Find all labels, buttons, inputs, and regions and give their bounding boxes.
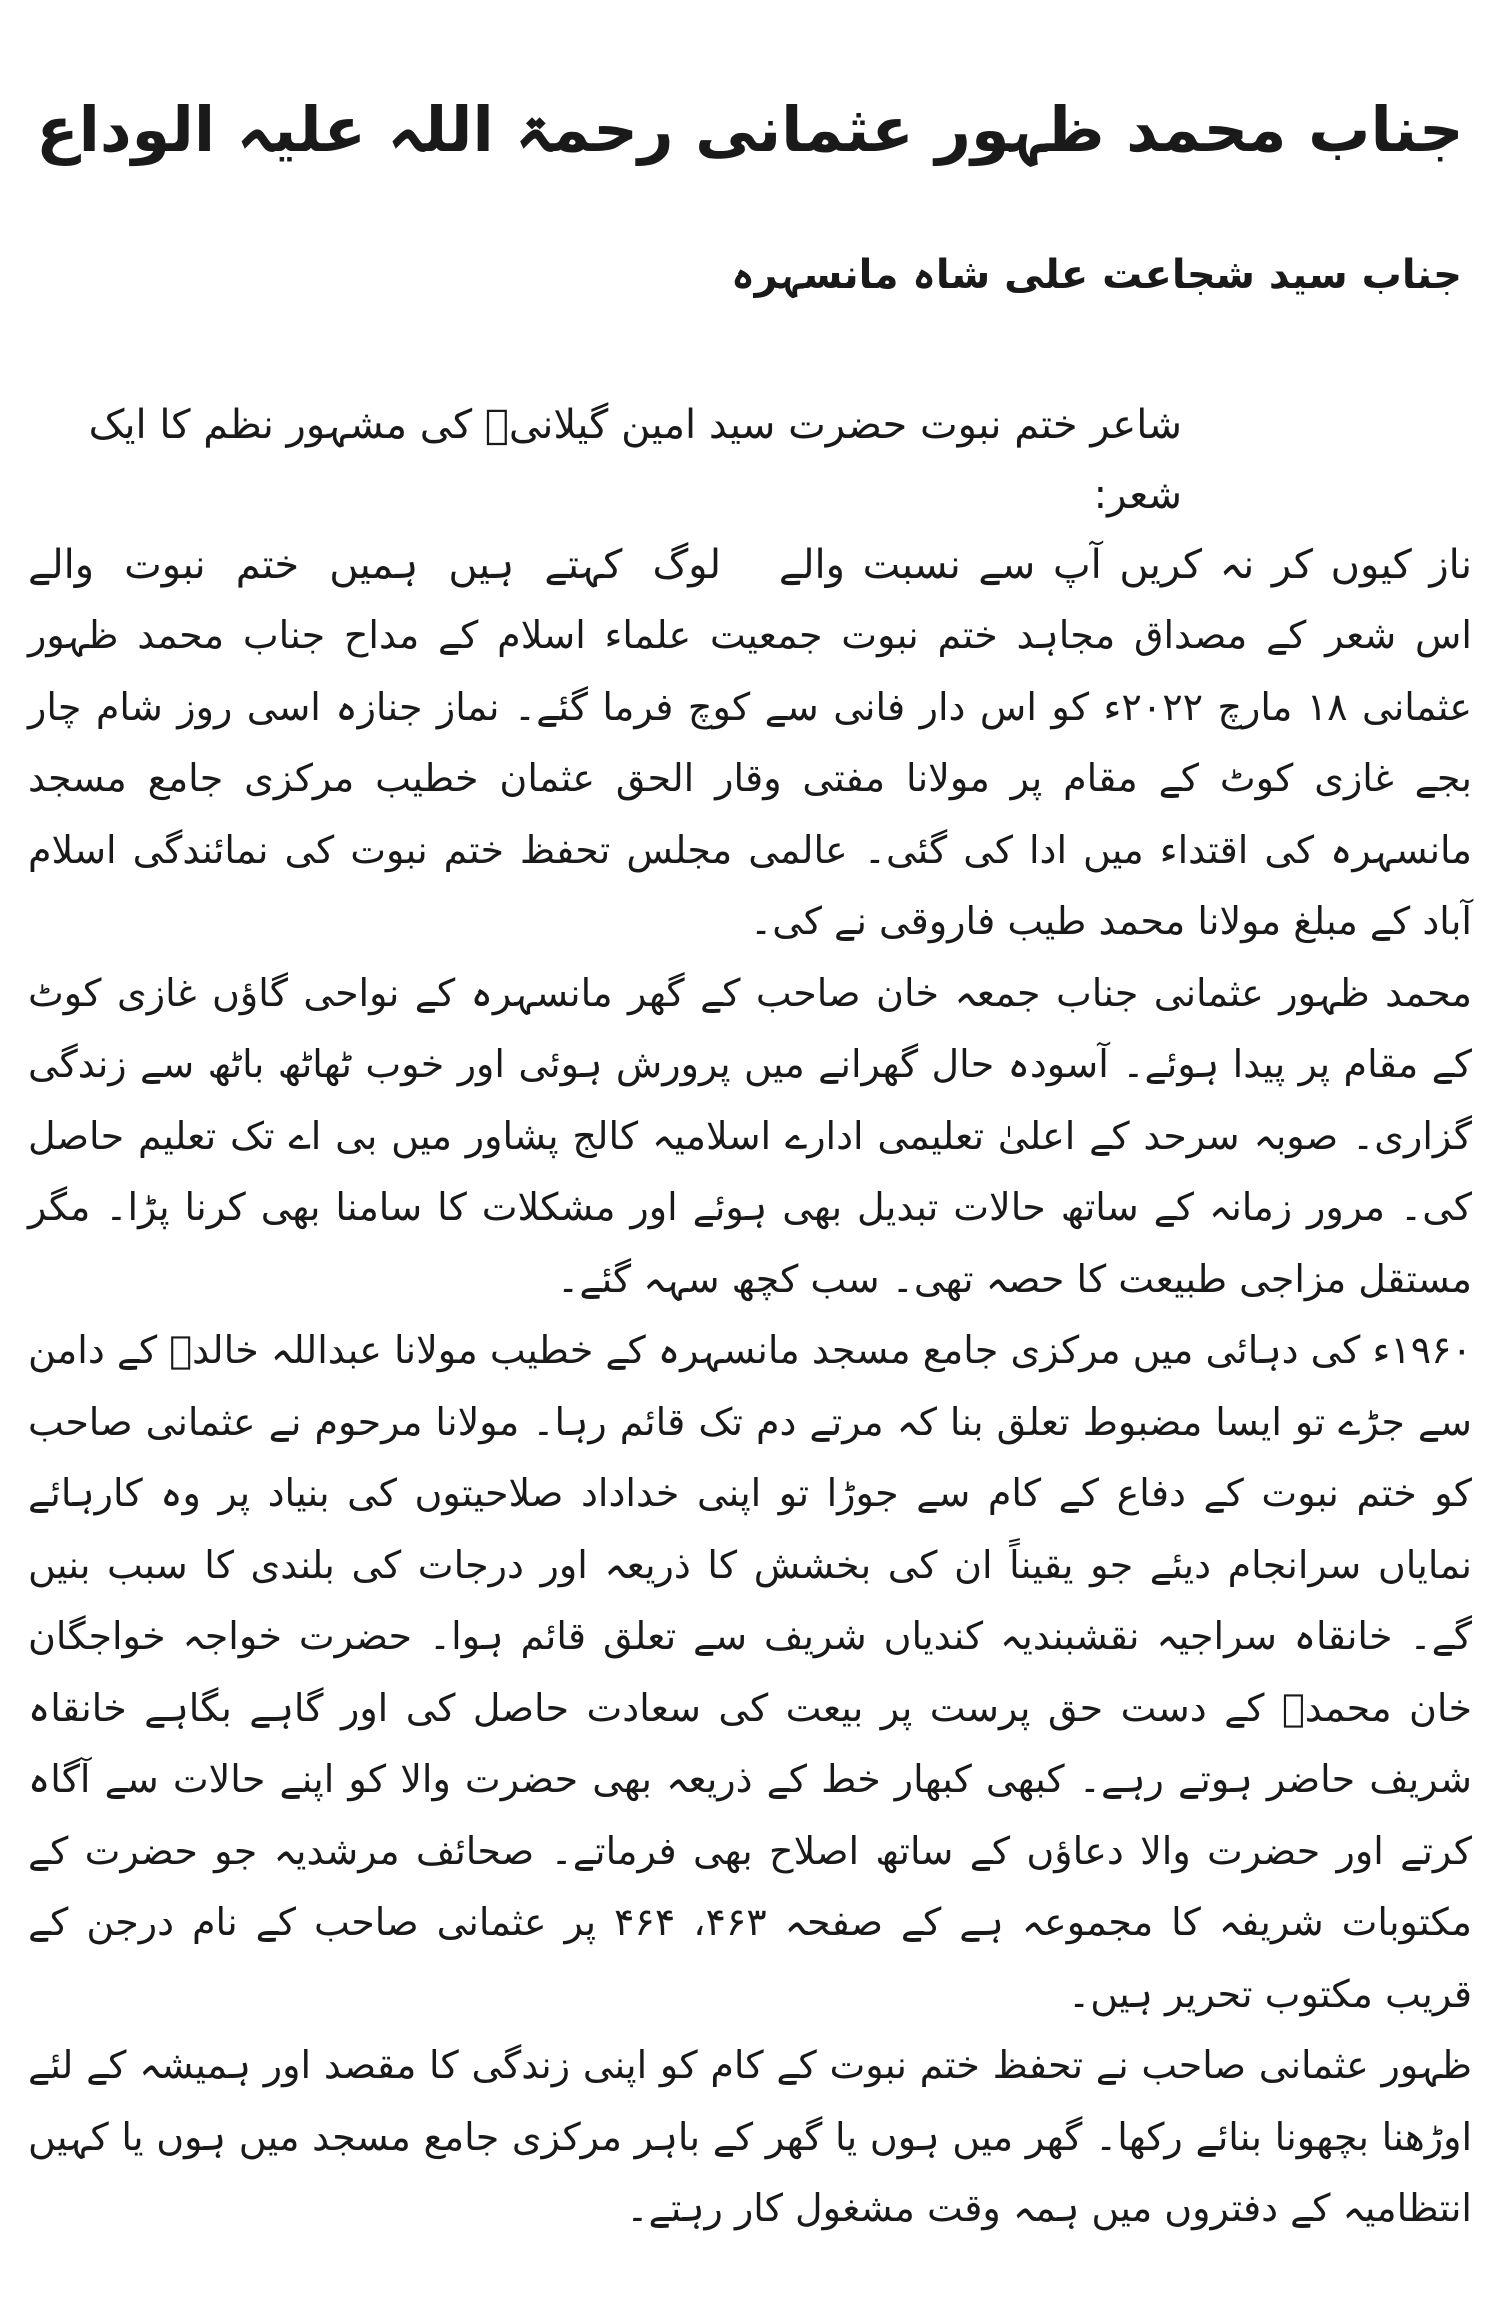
- author-byline: جناب سید شجاعت علی شاہ مانسہرہ: [731, 252, 1462, 298]
- paragraph-khatm-e-nabuwwat-work: ۱۹۶۰ء کی دہائی میں مرکزی جامع مسجد مانسہرہ کے خطیب مولانا عبداللہ خالدؒ کے دامن سے جڑے تو ایسا مضبوط تعلق بنا کہ مرتے دم تک قائم رہا۔ مولانا مرحوم نے عثمانی صاحب کو ختم نبوت کے دفاع کے کام سے جوڑا تو اپنی خداداد صلاحیتوں کی بنیاد پر وہ کارہائے نمایاں سرانجام دیئے جو یقیناً ان کی بخشش کا ذریعہ اور درجات کی بلندی کا سبب بنیں گے۔ خانقاہ سراجیہ نقشبندیہ کندیاں شریف سے تعلق قائم ہوا۔ حضرت خواجہ خواجگان خان محمدؒ کے دست حق پرست پر بیعت کی سعادت حاصل کی اور گاہے بگاہے خانقاہ شریف حاضر ہوتے رہے۔ کبھی کبھار خط کے ذریعہ بھی حضرت والا کو اپنے حالات سے آگاہ کرتے اور حضرت والا دعاؤں کے ساتھ اصلاح بھی فرماتے۔ صحائف مرشدیہ جو حضرت کے مکتوبات شریفہ کا مجموعہ ہے کے صفحہ ۴۶۳، ۴۶۴ پر عثمانی صاحب کے نام درجن کے قریب مکتوب تحریر ہیں۔: [28, 1328, 1472, 2016]
- article-title: جناب محمد ظہور عثمانی رحمۃ اللہ علیہ الوداع: [36, 93, 1464, 166]
- poem-verse: [28, 530, 1472, 600]
- poem-intro: شاعر ختم نبوت حضرت سید امین گیلانیؒ کی مشہور نظم کا ایک شعر:: [88, 402, 1182, 518]
- paragraph-life-mission: ظہور عثمانی صاحب نے تحفظ ختم نبوت کے کام کو اپنی زندگی کا مقصد اور ہمیشہ کے لئے اوڑھنا بچھونا بنائے رکھا۔ گھر میں ہوں یا گھر کے باہر مرکزی جامع مسجد میں ہوں یا کہیں انتظامیہ کے دفتروں میں ہمہ وقت مشغول کار رہتے۔: [28, 2043, 1472, 2230]
- paragraph-early-life: محمد ظہور عثمانی جناب جمعہ خان صاحب کے گھر مانسہرہ کے نواحی گاؤں غازی کوٹ کے مقام پر پیدا ہوئے۔ آسودہ حال گھرانے میں پرورش ہوئی اور خوب ٹھاٹھ باٹھ سے زندگی گزاری۔ صوبہ سرحد کے اعلیٰ تعلیمی ادارے اسلامیہ کالج پشاور میں بی اے تک تعلیم حاصل کی۔ مرور زمانہ کے ساتھ حالات تبدیل بھی ہوئے اور مشکلات کا سامنا بھی کرنا پڑا۔ مگر مستقل مزاجی طبیعت کا حصہ تھی۔ سب کچھ سہہ گئے۔: [28, 970, 1472, 1301]
- verse-second-half: لوگ کہتے ہیں ہمیں ختم نبوت والے: [28, 542, 722, 588]
- verse-first-half: ناز کیوں کر نہ کریں آپ سے نسبت والے: [778, 542, 1472, 588]
- paragraph-funeral: اس شعر کے مصداق مجاہد ختم نبوت جمعیت علماء اسلام کے مداح جناب محمد ظہور عثمانی ۱۸ مارچ ۲۰۲۲ء کو اس دار فانی سے کوچ فرما گئے۔ نماز جنازہ اسی روز شام چار بجے غازی کوٹ کے مقام پر مولانا مفتی وقار الحق عثمان خطیب مرکزی جامع مسجد مانسہرہ کی اقتداء میں ادا کی گئی۔ عالمی مجلس تحفظ ختم نبوت کی نمائندگی اسلام آباد کے مبلغ مولانا محمد طیب فاروقی نے کی۔: [28, 613, 1472, 943]
